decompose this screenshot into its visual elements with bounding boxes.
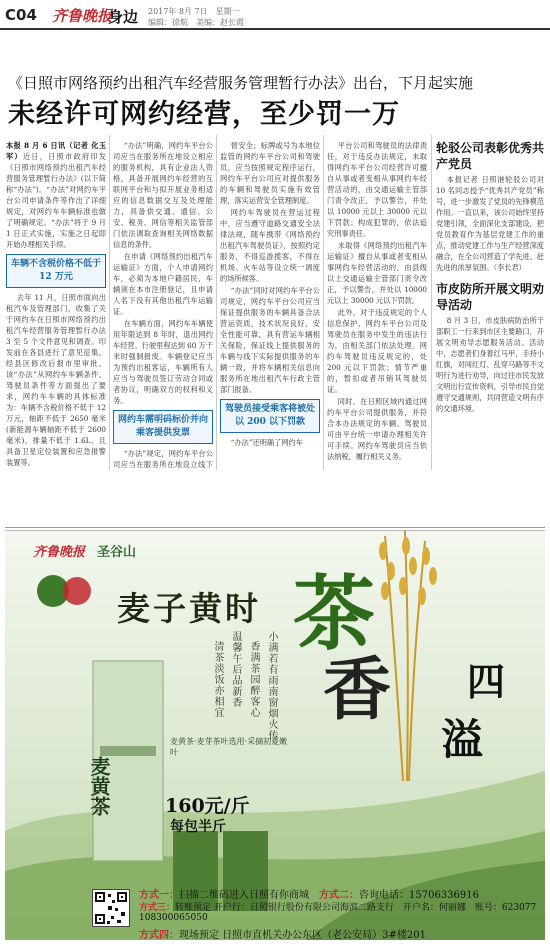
contact-line	[139, 900, 539, 923]
ad-big-char-2: 香	[323, 650, 392, 730]
ad-divider	[5, 527, 545, 528]
contact-tag: 方式一：	[139, 890, 179, 901]
column-divider	[323, 135, 324, 470]
paragraph: 未取得《网络预约出租汽车运输证》擅自从事或者变相从事网约车经营活动的，由县级以上交通运输主管部门责令改正，予以警告，并处以 10000 元以上 30000 元以下罚款。	[327, 241, 427, 305]
paragraph: 近日，日照市政府印发《日照市网络预约出租汽车经营服务管理暂行办法》(以下简称“办法”)。“办法”对网约车平台公司申请条件等作出了详细规定，对网约车车辆标准也做了明确规定。“办法”将于 9 月 1 日正式实施，实施之日起即开始办理相关手续。	[6, 152, 106, 249]
paragraph: 督安全；标牌或号为本地位监管的网约车平台公司和驾驶员，应当按照规定程序运行，网约车平台公司应对提供服务的车辆和驾驶员实施有效管理，落实运营安全管理制度。	[220, 141, 320, 205]
ad-poem-line: 温馨午后品新香	[230, 631, 241, 708]
brief-body: 8 月 3 日，市皮肤病防治所干部职工一行来到市区主要路口，开展文明劝导志愿服务活动。活动中，志愿者们身着红马甲，手持小红旗，对闯红灯、乱穿马路等不文明行为进行劝导，向过往市民发放文明出行宣传资料，引导市民自觉遵守交通规则，共同营造文明有序的交通环境。	[436, 316, 544, 413]
column-divider	[109, 135, 110, 470]
editor-credit: 编辑：徐航 美编：赵长霞	[148, 18, 244, 27]
issue-date: 2017年 8月 7日 星期一	[148, 7, 240, 16]
pull-quote: 车辆不含税价格不低于 12 万元	[6, 254, 106, 288]
paragraph: 在申请《网络预约出租汽车运输证》方面，个人申请网约车，必须为本地户籍居民，车辆须在本市注册登记，且申请人名下没有其他出租汽车运输证。	[113, 252, 213, 316]
contact-tag: 方式四：	[139, 930, 179, 940]
ad-big-char-1: 茶	[293, 566, 376, 662]
brief-title: 市皮防所开展文明劝导活动	[436, 282, 544, 312]
paper-name: 齐鲁晚报	[52, 7, 113, 25]
section-name: 身边	[108, 8, 139, 26]
ad-paper-logo: 齐鲁晚报	[33, 545, 86, 560]
contact-text: 咨询电话：15706336916	[359, 890, 479, 901]
paragraph	[6, 469, 106, 470]
paragraph: 平台公司和驾驶员的法律责任，对于违反办法规定，未取得网约车平台公司经营许可擅自从事或者变相从事网约车经营活动的，由交通运输主管部门责令改正，予以警告，并处以 10000 元以上 30000 元以下罚款；构成犯罪的，依法追究刑事责任。	[327, 141, 427, 238]
pull-quote: 网约车需明码标价并向乘客提供发票	[113, 410, 213, 444]
paragraph: 网约车驾驶员在营运过程中，应当遵守道路交通安全法律法规，随车携带《网络预约出租汽车驾驶员证》，按照约定服务，不得巡游揽客，不得在机场、火车站等设立统一调度的场所候客。	[220, 208, 320, 283]
brief-title: 轮驳公司表彰优秀共产党员	[436, 141, 544, 171]
article-column-1	[6, 140, 106, 470]
page-header	[0, 0, 550, 30]
ad-poem-line: 清茶淡饭亦相宜	[212, 641, 223, 718]
ad-poem-line: 小满若有雨南窗烟火传	[266, 631, 277, 741]
qr-code[interactable]	[92, 889, 130, 927]
tea-box-label: 麦黄茶	[87, 756, 111, 816]
paragraph: 此外，对于违反规定的个人信息保护、网约车平台公司及驾驶员在服务中发生的违法行为，由相关部门依法处理。网约车驾驶员违反规定的，处 200 元以下罚款；情节严重的，暂扣或者吊销其驾驶员证。	[327, 308, 427, 394]
column-divider	[431, 135, 432, 470]
article-title: 未经许可网约经营，至少罚一万	[8, 99, 400, 130]
tea-box-note: 麦黄茶·麦芽茶叶选用·采摘初夏嫩叶	[170, 737, 288, 757]
contact-line	[139, 926, 426, 940]
contact-text: 转账预定 开户行：日照银行股份有限公司海滨二路支行 开户名：何丽娜 账号：623077 108300065050	[139, 903, 537, 923]
byline: 本报 8 月 6 日讯（记者 化玉军）	[6, 141, 106, 161]
contact-text: 扫描二维码进入日照有你商城	[179, 890, 309, 901]
paragraph: 去年 11 月，日照市面向出租汽车及管理部门，收集了关于网约车在日照市网络预约出租汽车经营服务管理暂行办法 3 至 5 个文件意见和调查。印发前在各县进行了意见征集，经县区修改后报市里审批。该“办法”从网约车车辆条件、驾驶员条件等方面提出了要求，网约车车辆的具体标准为：车辆不含税价格不低于 12 万元，轴距不低于 2650 毫米(新能源车辆轴距不低于 2600 毫米)，排量不低于 1.6L，且具备卫星定位装置和应急报警装置等。	[6, 293, 106, 467]
ad-price: 160元/斤	[165, 795, 250, 817]
ad-poem-line: 香满茶园醉客心	[248, 641, 259, 718]
contact-tag: 方式三：	[139, 903, 176, 913]
article-column-4	[327, 140, 427, 470]
tea-advertisement	[5, 530, 545, 940]
qr-code-icon	[93, 890, 129, 926]
contact-text: 现场预定 日照市直机关办公东区（老公安局）3#楼201	[179, 930, 427, 940]
paragraph: “办法”还明确了网约车	[230, 438, 303, 447]
paragraph: “办法”规定，网约车平台公司应当在服务所在地设立线下	[113, 449, 213, 469]
pull-quote: 驾驶员接受乘客将被处以 200 以下罚款	[220, 399, 320, 433]
article-column-3	[220, 140, 320, 470]
paragraph: “办法”明确，网约车平台公司应当在服务所在地设立相应的服务机构，具有企业法人资格，具备开展网约车经营的互联网平台和与拟开展业务相适应的信息数据交互及处理能力，具备供交通、通信、公安、税务、网信等相关监管部门依法调取查询相关网络数据信息的条件。	[113, 141, 213, 249]
paragraph: 在车辆方面，网约车车辆使用年限达到 8 年时，退出网约车经营。行驶里程达到 60 万千米时强制报废。车辆登记应当为预约出租客运，车辆所有人应当与驾驶员签订劳动合同或者协议，明确双方的权利和义务。	[113, 319, 213, 405]
ad-brand-logo: 圣谷山	[97, 545, 137, 560]
contact-line	[139, 886, 479, 901]
paragraph: “办法”同时对网约车平台公司规定，网约车平台公司应当保证提供服务的车辆具备合法营运资质，技术状况良好，安全性能可靠，具有营运车辆相关保险，保证线上提供服务的车辆与线下实际提供服务的车辆一致，并将车辆相关信息向服务所在地出租汽车行政主管部门报备。	[220, 286, 320, 394]
paragraph: 同时，在日照区域内通过网约车平台公司提供服务，并符合本办法规定的车辆、驾驶员可由平台统一申请办理相关许可手续。网约车驾驶员应当依法纳税，履行相关义务。	[327, 397, 427, 461]
ad-headline: 麦子黄时	[117, 589, 261, 628]
sidebar-briefs	[436, 140, 544, 520]
ad-big-char-3: 四	[467, 659, 506, 704]
ad-big-char-4: 溢	[441, 715, 484, 764]
article-column-2	[113, 140, 213, 470]
column-divider	[216, 135, 217, 470]
brief-body: 本报记者 日照港轮驳公司对 10 名同志授予“优秀共产党员”称号，进一步激发了党员的先锋模范作用。一直以来，该公司始终坚持党建引领，全面深化支部建设，把党员教育作为基层党建工作的重点，推动党建工作与生产经营深度融合，在全公司营造了学先进、赶先进的浓厚氛围。（李长君）	[436, 175, 544, 272]
ad-price-note: 每包半斤	[170, 819, 226, 835]
article-subtitle: 《日照市网络预约出租汽车经营服务管理暂行办法》出台，下月起实施	[8, 74, 474, 92]
page-number: C04	[5, 6, 37, 24]
contact-tag: 方式二：	[319, 890, 359, 901]
